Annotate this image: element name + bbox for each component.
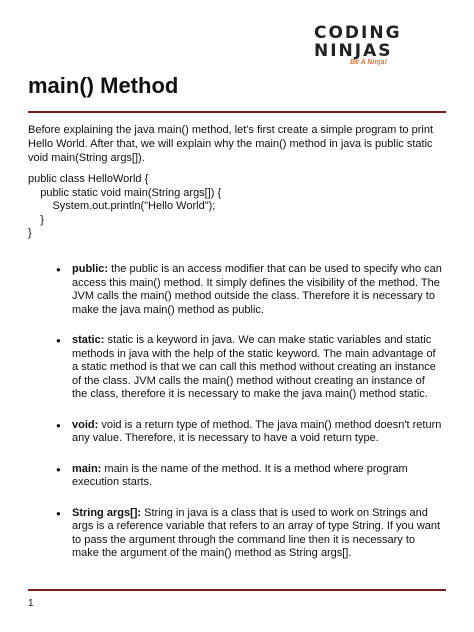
- term-description: main is the name of the method. It is a method where program execution starts.: [72, 462, 408, 488]
- list-item-public: [56, 263, 442, 317]
- code-line: }: [28, 227, 32, 239]
- logo-line-2: NINJAS: [314, 41, 393, 61]
- logo-line-1: CODING: [314, 23, 402, 43]
- list-item-main: [56, 463, 442, 490]
- term-description: String in java is a class that is used to work on Strings and args is a reference variable that refers to an array of type String. If you want to pass the argument through the command line then it is necessary to make the argument of the main() method as String args[].: [72, 506, 441, 559]
- code-line: public class HelloWorld {: [28, 173, 149, 185]
- term-label: void:: [72, 418, 99, 431]
- list-item-static: [56, 334, 442, 402]
- term-description: static is a keyword in java. We can make static variables and static methods in java with the help of the static keyword. The main advantage of a static method is that we can call this method without creating an instance of the class. JVM calls the main() method without creating an instance of the class, therefore it is necessary to make the java main() method static.: [72, 334, 436, 400]
- intro-paragraph: Before explaining the java main() method, let's first create a simple program to print Hello World. After that, we will explain why the main() method in java is public static void main(String args[]).: [28, 124, 434, 164]
- term-label: static:: [72, 334, 105, 346]
- term-label: main:: [72, 462, 102, 475]
- term-description: void is a return type of method. The java main() method doesn't return any value. Therefore, it is necessary to have a void return type.: [72, 418, 442, 444]
- code-line: public static void main(String args[]) {: [28, 186, 222, 199]
- code-line: }: [28, 213, 44, 226]
- title-divider: [28, 111, 446, 113]
- logo-tagline: Be A Ninja!: [350, 59, 387, 66]
- term-label: public:: [72, 263, 109, 275]
- page-title: main() Method: [28, 73, 179, 98]
- list-item-string-args: [56, 507, 442, 561]
- keyword-list: [56, 263, 442, 561]
- term-description: the public is an access modifier that can be used to specify who can access this main() method. It simply defines the visibility of the method. The JVM calls the main() method outside the class. Therefore it is necessary to make the java main() method as public.: [72, 263, 442, 316]
- list-item-void: [56, 419, 442, 446]
- footer-divider: [28, 589, 446, 591]
- coding-ninjas-logo: [314, 24, 444, 72]
- code-block: [28, 173, 221, 241]
- page-number: 1: [28, 598, 34, 609]
- term-label: String args[]:: [72, 506, 142, 519]
- code-line: System.out.println("Hello World");: [28, 200, 216, 212]
